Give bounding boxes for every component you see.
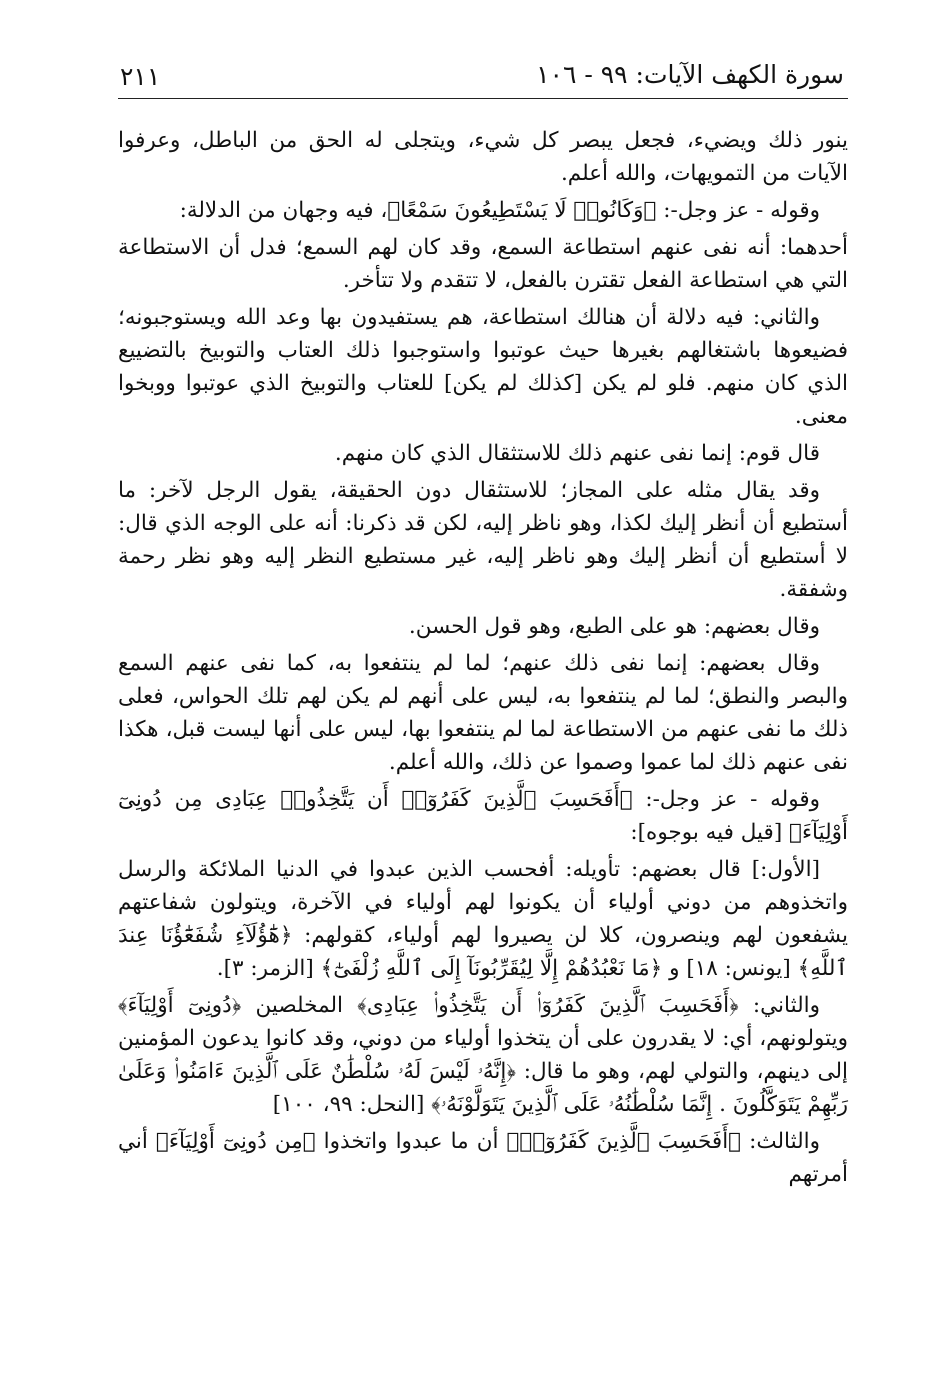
paragraph: أحدهما: أنه نفى عنهم استطاعة السمع، وقد كان لهم السمع؛ فدل أن الاستطاعة التي هي استطاعة الفعل تقترن بالفعل، لا تتقدم ولا تتأخر. (118, 235, 848, 293)
paragraph: وقال بعضهم: هو على الطبع، وهو قول الحسن. (408, 614, 820, 639)
paragraph: قال قوم: إنما نفى عنهم ذلك للاستثقال الذي كان منهم. (334, 441, 820, 466)
paragraph: وقوله - عز وجل-: ﴿أَفَحَسِبَ ٱلَّذِينَ كَفَرُوٓا۟ أَن يَتَّخِذُوا۟ عِبَادِى مِن دُونِىٓ أَوْلِيَآءَ﴾ [قيل فيه بوجوه]: (118, 787, 848, 845)
paragraph: والثاني: ﴿أَفَحَسِبَ ٱلَّذِينَ كَفَرُوٓا۟ أَن يَتَّخِذُوا۟ عِبَادِى﴾ المخلصين ﴿دُونِىٓ أَوْلِيَآءَ﴾ ويتولونهم، أي: لا يقدرون على أن يتخذوا أولياء من دوني، وقد كانوا يدعون المؤمنين إلى دينهم، والتولي لهم، وهو ما قال: ﴿إِنَّهُۥ لَيْسَ لَهُۥ سُلْطَٰنٌ عَلَى ٱلَّذِينَ ءَامَنُوا۟ وَعَلَىٰ رَبِّهِمْ يَتَوَكَّلُونَ . إِنَّمَا سُلْطَٰنُهُۥ عَلَى ٱلَّذِينَ يَتَوَلَّوْنَهُۥ﴾ [النحل: ٩٩، ١٠٠] (118, 993, 848, 1117)
chapter-title: سورة الكهف الآيات: ٩٩ - ١٠٦ (536, 60, 844, 89)
paragraph: والثالث: ﴿أَفَحَسِبَ ٱلَّذِينَ كَفَرُوٓا۟﴾ أن ما عبدوا واتخذوا ﴿مِن دُونِىٓ أَوْلِيَآءَ﴾ أني أمرتهم (118, 1129, 848, 1187)
paragraph: ينور ذلك ويضيء، فجعل يبصر كل شيء، ويتجلى له الحق من الباطل، وعرفوا الآيات من التمويهات، والله أعلم. (118, 128, 848, 186)
paragraph: [الأول:] قال بعضهم: تأويله: أفحسب الذين عبدوا في الدنيا الملائكة والرسل واتخذوهم من دوني أولياء أن يكونوا لهم أولياء في الآخرة، ويتولون شفاعتهم يشفعون لهم وينصرون، كلا لن يصيروا لهم أولياء، كقولهم: ﴿هَٰٓؤُلَآءِ شُفَعَٰٓؤُنَا عِندَ ٱللَّهِ﴾ [يونس: ١٨] و ﴿مَا نَعْبُدُهُمْ إِلَّا لِيُقَرِّبُونَآ إِلَى ٱللَّهِ زُلْفَىٰٓ﴾ [الزمر: ٣]. (118, 857, 848, 981)
paragraph: وقوله - عز وجل-: ﴿وَكَانُوا۟ لَا يَسْتَطِيعُونَ سَمْعًا﴾، فيه وجهان من الدلالة: (179, 198, 820, 223)
running-header (118, 58, 848, 99)
paragraph: وقال بعضهم: إنما نفى ذلك عنهم؛ لما لم ينتفعوا به، كما نفى عنهم السمع والبصر والنطق؛ لما لم ينتفعوا به، ليس على أنهم لم يكن لهم تلك الحواس، فعلى ذلك ما نفى عنهم من الاستطاعة لما لم ينتفعوا بها، ليس على أنها ليست قبل، هكذا نفى عنهم ذلك لما عموا وصموا عن ذلك، والله أعلم. (118, 651, 848, 775)
paragraph: وقد يقال مثله على المجاز؛ للاستثقال دون الحقيقة، يقول الرجل لآخر: ما أستطيع أن أنظر إليك لكذا، وهو ناظر إليه، لكن قد ذكرنا: أنه على الوجه الذي قال: لا أستطيع أن أنظر إليك وهو ناظر إليه، غير مستطيع النظر إليه وهو نظر رحمة وشفقة. (118, 478, 848, 602)
paragraph: والثاني: فيه دلالة أن هنالك استطاعة، هم يستفيدون بها وعد الله ويستوجبونه؛ فضيعوها باشتغالهم بغيرها حيث عوتبوا واستوجبوا ذلك العتاب والتوبيخ بالتضييع الذي كان منهم. فلو لم يكن [كذلك لم يكن] للعتاب والتوبيخ الذي عوتبوا ووبخوا معنى. (118, 305, 848, 429)
page-number: ٢١١ (120, 62, 161, 91)
body-text (118, 124, 848, 1195)
